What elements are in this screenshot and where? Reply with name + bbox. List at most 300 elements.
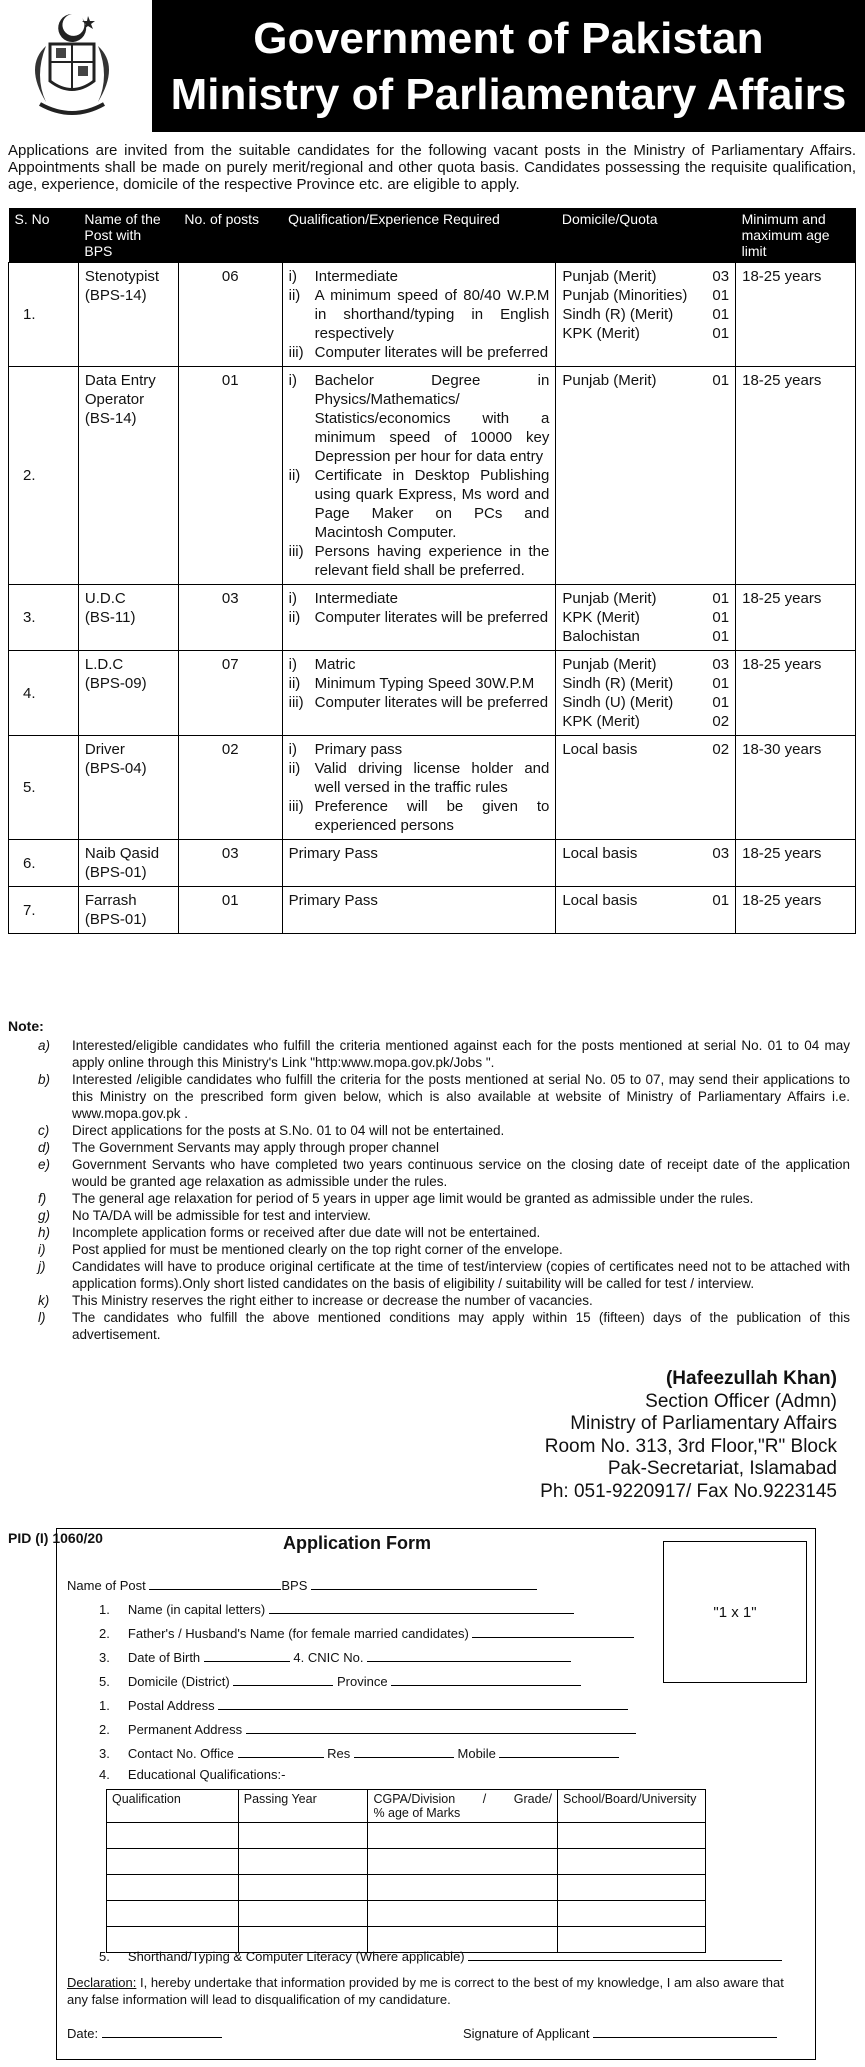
res-label: Res (327, 1746, 351, 1761)
cell-post (78, 585, 178, 651)
cell-sno: 1. (9, 263, 79, 367)
table-row (9, 736, 856, 840)
officer-name: (Hafeezullah Khan) (665, 1368, 837, 1389)
photo-label: "1 x 1" (713, 1603, 757, 1621)
qualification-number: i) (288, 372, 297, 389)
qualification-text: Preference will be given to experienced persons (314, 798, 550, 834)
note-text: Interested /eligible candidates who fulfill the criteria for the posts mentioned at serial No. 05 to 07, may send their applications to this Ministry on the prescribed form given below, which is also available at website of Ministry of Parliamentary Affairs i.e. www.mopa.gov.pk . (72, 1072, 850, 1121)
domicile-count: 01 (712, 609, 730, 626)
qualification-number: i) (288, 741, 297, 758)
qualification-number: ii) (288, 467, 301, 484)
table-row (9, 887, 856, 934)
note-text: Candidates will have to produce original certificate at the time of test/interview (copies of certificates need not to be attached with application forms).Only short listed candidates on the basis of eligibility / suitability will be called for test / interview. (72, 1259, 850, 1291)
field-number: 1. (99, 1698, 110, 1713)
domicile-item (562, 674, 729, 693)
post-name: L.D.C (84, 656, 124, 673)
qualification-list (289, 267, 550, 362)
mobile-input[interactable] (499, 1745, 619, 1758)
cell-sno: 3. (9, 585, 79, 651)
post-bps: (BPS-01) (84, 911, 147, 928)
res-input[interactable] (354, 1745, 454, 1758)
officer-room: Room No. 313, 3rd Floor,"R" Block (544, 1435, 837, 1457)
cell-count: 02 (178, 736, 282, 840)
field-number: 1. (99, 1602, 110, 1617)
edu-cell[interactable] (238, 1875, 368, 1901)
edu-cell[interactable] (368, 1849, 558, 1875)
note-text: The Government Servants may apply through proper channel (72, 1140, 439, 1155)
domicile-item (562, 891, 729, 910)
domicile-item (562, 608, 729, 627)
domicile-item (562, 740, 729, 759)
signature-block (540, 1368, 837, 1503)
edu-header-school: School/Board/University (558, 1790, 706, 1823)
field-number: 4. (99, 1767, 110, 1782)
note-letter: f) (38, 1191, 47, 1206)
shorthand-label: Shorthand/Typing & Computer Literacy (Where applicable) (127, 1949, 465, 1964)
province-label: Province (337, 1674, 388, 1689)
edu-cell[interactable] (238, 1901, 368, 1927)
officer-designation: Section Officer (Admn) (645, 1390, 837, 1412)
cell-count: 06 (178, 263, 282, 367)
qualification-number: i) (288, 656, 297, 673)
domicile-region: Local basis (562, 741, 638, 758)
note-letter: d) (38, 1140, 51, 1155)
qualification-number: iii) (288, 344, 304, 361)
name-label: Name (in capital letters) (127, 1602, 266, 1617)
domicile-region: Sindh (U) (Merit) (562, 694, 674, 711)
note-item (38, 1207, 850, 1224)
cell-count: 07 (178, 651, 282, 736)
signature-label: Signature of Applicant (463, 2026, 590, 2041)
cnic-label: 4. CNIC No. (293, 1650, 364, 1665)
edu-header-cgpa-text: CGPA/Division / Grade/ (373, 1792, 552, 1806)
qualification-item (289, 589, 550, 608)
pid-number: PID (I) 1060/20 (8, 1530, 103, 1546)
date-input[interactable] (102, 2025, 222, 2038)
post-name: Driver (84, 741, 125, 758)
domicile-item (562, 693, 729, 712)
domicile-count: 01 (712, 628, 730, 645)
domicile-count: 01 (712, 372, 730, 389)
shorthand-input[interactable] (468, 1948, 782, 1961)
qualification-number: i) (288, 590, 297, 607)
post-name: Farrash (84, 892, 137, 909)
cell-domicile (556, 585, 736, 651)
qualification-list (289, 589, 550, 627)
domicile-item (562, 305, 729, 324)
cell-qualification (282, 840, 556, 887)
domicile-item (562, 712, 729, 731)
qualification-item (289, 371, 550, 466)
qualification-text: Computer literates will be preferred (314, 609, 549, 626)
domicile-item (562, 371, 729, 390)
qualification-item (289, 891, 550, 910)
edu-cell[interactable] (368, 1823, 558, 1849)
domicile-count: 01 (712, 675, 730, 692)
cell-sno: 6. (9, 840, 79, 887)
cell-post (78, 887, 178, 934)
intro-paragraph: Applications are invited from the suitable candidates for the following vacant posts in the Ministry of Parliamentary Affairs. Appointments shall be made on purely merit/regional and other quota basis. Candidates possessing the requisite qualification, age, experience, domicile of the respective Province etc. are eligible to apply. (8, 142, 856, 193)
qualification-list (289, 655, 550, 712)
cell-count: 03 (178, 585, 282, 651)
domicile-count: 01 (712, 694, 730, 711)
field-domicile (99, 1673, 581, 1689)
qualification-text: Computer literates will be preferred (314, 344, 549, 361)
post-bps: (BS-14) (84, 410, 137, 427)
note-item (38, 1224, 850, 1241)
domicile-region: Sindh (R) (Merit) (562, 306, 674, 323)
cell-domicile (556, 651, 736, 736)
note-letter: a) (38, 1038, 51, 1053)
edu-cell[interactable] (368, 1901, 558, 1927)
field-shorthand (99, 1948, 782, 1964)
qualification-item (289, 608, 550, 627)
qualification-list (289, 844, 550, 863)
father-label: Father's / Husband's Name (for female married candidates) (127, 1626, 469, 1641)
domicile-item (562, 655, 729, 674)
qualification-text: Certificate in Desktop Publishing using quark Express, Ms word and Page Maker on PCs and Macintosh Computer. (314, 467, 550, 541)
cell-sno: 4. (9, 651, 79, 736)
declaration (67, 1974, 803, 2008)
note-item (38, 1292, 850, 1309)
edu-cell[interactable] (558, 1901, 706, 1927)
cell-sno: 2. (9, 367, 79, 585)
postal-label: Postal Address (127, 1698, 215, 1713)
note-item (38, 1241, 850, 1258)
header-qualification: Qualification/Experience Required (282, 208, 556, 263)
post-bps: (BPS-04) (84, 760, 147, 777)
declaration-label: Declaration: (67, 1975, 137, 1990)
qualification-number: i) (288, 268, 297, 285)
cell-sno: 5. (9, 736, 79, 840)
domicile-region: KPK (Merit) (562, 609, 640, 626)
edu-row[interactable] (107, 1875, 706, 1901)
table-header-row (9, 208, 856, 263)
domicile-item (562, 324, 729, 343)
domicile-item (562, 589, 729, 608)
table-row (9, 651, 856, 736)
cell-post (78, 263, 178, 367)
cell-post (78, 840, 178, 887)
note-letter: c) (38, 1123, 50, 1138)
officer-place: Pak-Secretariat, Islamabad (607, 1458, 837, 1479)
state-emblem-icon (10, 6, 135, 131)
edu-cell[interactable] (368, 1875, 558, 1901)
field-name (99, 1601, 574, 1617)
post-bps: (BS-11) (84, 609, 136, 626)
qualification-text: Persons having experience in the relevant field shall be preferred. (314, 543, 550, 579)
domicile-item (562, 627, 729, 646)
cell-sno: 7. (9, 887, 79, 934)
cell-age: 18-25 years (736, 367, 856, 585)
qualification-item (289, 655, 550, 674)
qualification-item (289, 466, 550, 542)
cell-age: 18-30 years (736, 736, 856, 840)
field-date (67, 2025, 222, 2041)
cell-count: 03 (178, 840, 282, 887)
post-label: Name of Post (67, 1578, 146, 1593)
cell-domicile (556, 263, 736, 367)
cell-qualification (282, 585, 556, 651)
qualification-number: iii) (288, 798, 304, 815)
note-item (38, 1156, 850, 1190)
name-input[interactable] (269, 1601, 574, 1614)
father-input[interactable] (472, 1625, 634, 1638)
header-post: Name of the Post with BPS (78, 208, 178, 263)
permanent-label: Permanent Address (127, 1722, 243, 1737)
post-name: Data Entry Operator (84, 372, 156, 408)
domicile-item (562, 844, 729, 863)
domicile-label: Domicile (District) (127, 1674, 230, 1689)
cell-count: 01 (178, 367, 282, 585)
domicile-count: 01 (712, 590, 730, 607)
table-row (9, 367, 856, 585)
qualification-list (289, 371, 550, 580)
edu-cell[interactable] (107, 1875, 239, 1901)
cell-qualification (282, 736, 556, 840)
officer-phone: Ph: 051-9220917/ Fax No.9223145 (540, 1480, 837, 1502)
note-item (38, 1139, 850, 1156)
note-letter: g) (38, 1208, 51, 1223)
education-table (106, 1789, 706, 1953)
domicile-count: 03 (712, 268, 730, 285)
qualification-text: Computer literates will be preferred (314, 694, 549, 711)
note-item (38, 1258, 850, 1292)
post-name: Naib Qasid (84, 845, 160, 862)
dob-input[interactable] (204, 1649, 290, 1662)
cell-age: 18-25 years (736, 887, 856, 934)
note-item (38, 1122, 850, 1139)
qualification-text: Valid driving license holder and well versed in the traffic rules (314, 760, 550, 796)
note-item (38, 1190, 850, 1207)
domicile-region: Punjab (Merit) (562, 268, 657, 285)
edu-cell[interactable] (558, 1823, 706, 1849)
edu-row[interactable] (107, 1823, 706, 1849)
cell-domicile (556, 887, 736, 934)
domicile-region: Balochistan (562, 628, 640, 645)
header (0, 0, 865, 135)
cell-qualification (282, 887, 556, 934)
post-bps: (BPS-14) (84, 287, 147, 304)
header-title-box (152, 0, 865, 132)
qualification-text: Intermediate (314, 268, 399, 285)
notes-list (38, 1037, 850, 1343)
note-item (38, 1037, 850, 1071)
qualification-item (289, 740, 550, 759)
edu-header-cgpa (368, 1790, 558, 1823)
note-letter: i) (38, 1242, 46, 1257)
qualification-item (289, 674, 550, 693)
domicile-count: 03 (712, 656, 730, 673)
domicile-region: Punjab (Merit) (562, 656, 657, 673)
edu-header-row (107, 1790, 706, 1823)
cell-post (78, 651, 178, 736)
cell-qualification (282, 263, 556, 367)
form-title: Application Form (283, 1533, 431, 1553)
edu-header-year: Passing Year (238, 1790, 368, 1823)
post-name: Stenotypist (84, 268, 160, 285)
note-letter: k) (38, 1293, 50, 1308)
qualification-text: A minimum speed of 80/40 W.P.M in shorthand/typing in English respectively (314, 287, 550, 342)
note-text: Direct applications for the posts at S.No. 01 to 04 will not be entertained. (72, 1123, 505, 1138)
domicile-region: Local basis (562, 845, 638, 862)
edu-cell[interactable] (558, 1875, 706, 1901)
edu-cell[interactable] (238, 1823, 368, 1849)
note-text: No TA/DA will be admissible for test and interview. (72, 1208, 371, 1223)
field-number: 2. (99, 1626, 110, 1641)
header-title-line2: Ministry of Parliamentary Affairs (170, 70, 847, 119)
note-text: Interested/eligible candidates who fulfill the criteria mentioned against each for the posts mentioned at serial No. 01 to 04 may apply online through this Ministry's Link "http:www.mopa.gov.pk/Jobs ". (72, 1038, 850, 1070)
cell-age: 18-25 years (736, 263, 856, 367)
declaration-text: I, hereby undertake that information provided by me is correct to the best of my knowledge, I am also aware that any false information will lead to disqualification of my candidature. (67, 1975, 784, 2007)
domicile-region: KPK (Merit) (562, 713, 640, 730)
qualification-list (289, 891, 550, 910)
domicile-count: 02 (712, 713, 730, 730)
field-signature (463, 2025, 777, 2041)
province-input[interactable] (391, 1673, 581, 1686)
cell-age: 18-25 years (736, 840, 856, 887)
note-letter: h) (38, 1225, 51, 1240)
domicile-count: 01 (712, 287, 730, 304)
cell-age: 18-25 years (736, 585, 856, 651)
bps-input[interactable] (311, 1577, 537, 1590)
field-post (67, 1577, 537, 1593)
qualification-list (289, 740, 550, 835)
cnic-input[interactable] (367, 1649, 571, 1662)
header-count: No. of posts (178, 208, 282, 263)
domicile-region: Punjab (Merit) (562, 590, 657, 607)
header-domicile: Domicile/Quota (556, 208, 736, 263)
field-number: 3. (99, 1650, 110, 1665)
qualification-item (289, 797, 550, 835)
edu-cell[interactable] (107, 1901, 239, 1927)
edu-row[interactable] (107, 1901, 706, 1927)
field-contact (99, 1745, 619, 1761)
qualification-item (289, 542, 550, 580)
edu-label: Educational Qualifications:- (127, 1767, 286, 1782)
edu-row[interactable] (107, 1849, 706, 1875)
date-label: Date: (67, 2026, 99, 2041)
field-father (99, 1625, 634, 1641)
note-item (38, 1309, 850, 1343)
domicile-count: 02 (712, 741, 730, 758)
qualification-number: iii) (288, 543, 304, 560)
field-dob (99, 1649, 571, 1665)
qualification-number: ii) (288, 675, 301, 692)
note-text: Government Servants who have completed two years continuous service on the closing date of receipt date of the application would be granted age relaxation as admissible under the rules. (72, 1157, 850, 1189)
qualification-text: Primary Pass (288, 892, 378, 909)
domicile-count: 03 (712, 845, 730, 862)
mobile-label: Mobile (457, 1746, 496, 1761)
vacancies-table (8, 208, 856, 934)
cell-qualification (282, 367, 556, 585)
qualification-number: iii) (288, 694, 304, 711)
table-row (9, 840, 856, 887)
bps-label: BPS (281, 1578, 308, 1593)
edu-cell[interactable] (107, 1849, 239, 1875)
postal-input[interactable] (218, 1697, 628, 1710)
qualification-text: Matric (314, 656, 356, 673)
note-letter: l) (38, 1310, 46, 1325)
qualification-text: Bachelor Degree in Physics/Mathematics/ Statistics/economics with a minimum speed of 10000 key Depression per hour for data entry (314, 372, 550, 465)
contact-label: Contact No. Office (127, 1746, 234, 1761)
cell-post (78, 736, 178, 840)
cell-domicile (556, 736, 736, 840)
field-postal (99, 1697, 628, 1713)
qualification-text: Intermediate (314, 590, 399, 607)
domicile-count: 01 (712, 892, 730, 909)
domicile-input[interactable] (233, 1673, 333, 1686)
qualification-number: ii) (288, 287, 301, 304)
note-letter: e) (38, 1157, 51, 1172)
domicile-count: 01 (712, 306, 730, 323)
header-title-line1: Government of Pakistan (253, 14, 764, 63)
note-text: This Ministry reserves the right either to increase or decrease the number of vacancies. (72, 1293, 593, 1308)
domicile-region: KPK (Merit) (562, 325, 640, 342)
dob-label: Date of Birth (127, 1650, 201, 1665)
qualification-text: Minimum Typing Speed 30W.P.M (314, 675, 535, 692)
domicile-item (562, 286, 729, 305)
application-form (56, 1528, 816, 2060)
field-number: 5. (99, 1674, 110, 1689)
domicile-item (562, 267, 729, 286)
qualification-item (289, 343, 550, 362)
post-name: U.D.C (84, 590, 126, 607)
photo-box (663, 1541, 807, 1683)
permanent-input[interactable] (246, 1721, 636, 1734)
post-bps: (BPS-09) (84, 675, 147, 692)
edu-header-qualification: Qualification (107, 1790, 239, 1823)
field-number: 2. (99, 1722, 110, 1737)
qualification-item (289, 759, 550, 797)
domicile-region: Punjab (Minorities) (562, 287, 688, 304)
field-number: 5. (99, 1949, 110, 1964)
domicile-count: 01 (712, 325, 730, 342)
note-text: The general age relaxation for period of 5 years in upper age limit would be granted as admissible under the rules. (72, 1191, 754, 1206)
note-item (38, 1071, 850, 1122)
domicile-region: Punjab (Merit) (562, 372, 657, 389)
qualification-item (289, 693, 550, 712)
signature-input[interactable] (593, 2025, 777, 2038)
domicile-region: Sindh (R) (Merit) (562, 675, 674, 692)
cell-post (78, 367, 178, 585)
qualification-item (289, 286, 550, 343)
header-age: Minimum and maximum age limit (736, 208, 856, 263)
header-sno: S. No (9, 208, 79, 263)
office-input[interactable] (238, 1745, 324, 1758)
note-text: The candidates who fulfill the above mentioned conditions may apply within 15 (fifteen) days of the publication of this advertisement. (72, 1310, 850, 1342)
note-text: Post applied for must be mentioned clearly on the top right corner of the envelope. (72, 1242, 563, 1257)
table-row (9, 263, 856, 367)
cell-domicile (556, 367, 736, 585)
field-number: 3. (99, 1746, 110, 1761)
cell-age: 18-25 years (736, 651, 856, 736)
notes-title: Note: (8, 1018, 44, 1034)
edu-cell[interactable] (558, 1849, 706, 1875)
field-permanent (99, 1721, 636, 1737)
qualification-text: Primary Pass (288, 845, 378, 862)
edu-cell[interactable] (107, 1823, 239, 1849)
note-text: Incomplete application forms or received after due date will not be entertained. (72, 1225, 541, 1240)
officer-org: Ministry of Parliamentary Affairs (570, 1413, 837, 1434)
domicile-region: Local basis (562, 892, 638, 909)
post-bps: (BPS-01) (84, 864, 147, 881)
table-row (9, 585, 856, 651)
qualification-item (289, 844, 550, 863)
cell-count: 01 (178, 887, 282, 934)
edu-cell[interactable] (238, 1849, 368, 1875)
post-input[interactable] (149, 1577, 281, 1590)
